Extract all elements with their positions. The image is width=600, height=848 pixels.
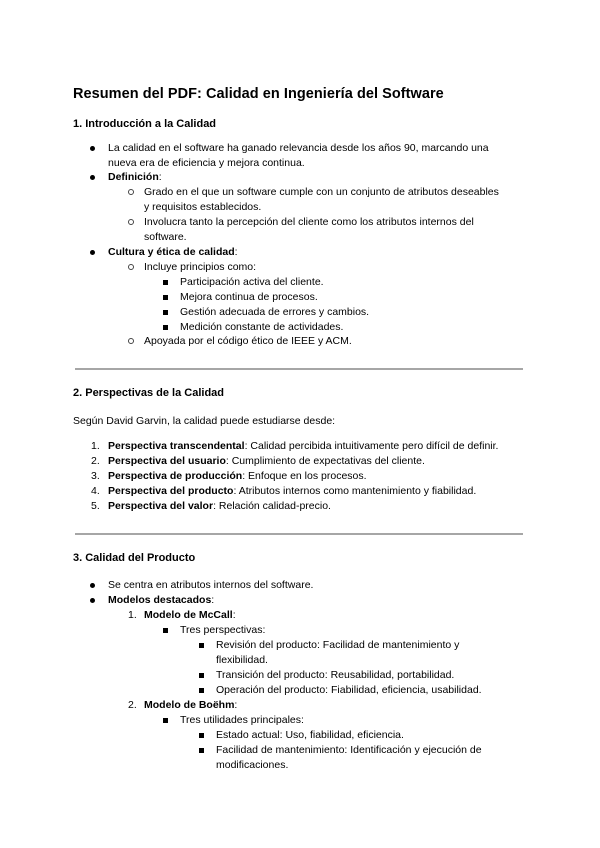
list-item: Perspectiva del valor: Relación calidad-precio. [108,500,331,512]
list-item: Incluye principios como: [144,261,257,273]
list-item: Operación del producto: Fiabilidad, eficiencia, usabilidad. [216,684,482,696]
horizontal-rule [75,533,523,535]
square-bullet-icon [199,683,204,698]
list-item-continuation: flexibilidad. [216,654,268,666]
list-item-modelos: Modelos destacados: [108,594,215,606]
list-item-cultura: Cultura y ética de calidad: [108,246,238,258]
square-bullet-icon [163,713,168,728]
bullet-icon [90,170,95,185]
square-bullet-icon [163,290,168,305]
list-item-continuation: software. [144,231,187,243]
definicion-label: Definición [108,171,159,183]
section-intro: Según David Garvin, la calidad puede estudiarse desde: [73,415,336,427]
list-item: Participación activa del cliente. [180,276,324,288]
list-number: 3. [91,470,100,482]
list-item: Transición del producto: Reusabilidad, portabilidad. [216,669,455,681]
square-bullet-icon [199,668,204,683]
square-bullet-icon [199,638,204,653]
bullet-icon [90,578,95,593]
list-item: Apoyada por el código ético de IEEE y ACM. [144,335,352,347]
list-item-definicion: Definición: [108,171,162,183]
list-item: Estado actual: Uso, fiabilidad, eficiencia. [216,729,404,741]
section-heading-3: 3. Calidad del Producto [73,552,196,564]
list-item: Se centra en atributos internos del software. [108,579,314,591]
list-number: 4. [91,485,100,497]
list-item: Grado en el que un software cumple con un conjunto de atributos deseables [144,186,499,198]
list-item: Gestión adecuada de errores y cambios. [180,306,370,318]
list-number: 2. [91,455,100,467]
list-item: Perspectiva transcendental: Calidad percibida intuitivamente pero difícil de definir. [108,440,499,452]
list-number: 5. [91,500,100,512]
square-bullet-icon [199,743,204,758]
list-item-mccall: Modelo de McCall: [144,609,236,621]
list-item-continuation: modificaciones. [216,759,289,771]
horizontal-rule [75,368,523,370]
list-item-continuation: nueva era de eficiencia y mejora continua. [108,157,305,169]
circle-bullet-icon [128,260,134,275]
section-heading-1: 1. Introducción a la Calidad [73,118,217,130]
square-bullet-icon [163,320,168,335]
list-item: Mejora continua de procesos. [180,291,318,303]
list-number: 1. [91,440,100,452]
list-item: Facilidad de mantenimiento: Identificación y ejecución de [216,744,482,756]
list-item: Perspectiva de producción: Enfoque en los procesos. [108,470,367,482]
circle-bullet-icon [128,334,134,349]
list-item: Perspectiva del usuario: Cumplimiento de expectativas del cliente. [108,455,425,467]
square-bullet-icon [199,728,204,743]
list-item: Revisión del producto: Facilidad de mantenimiento y [216,639,460,651]
cultura-label: Cultura y ética de calidad [108,246,235,258]
list-item-continuation: y requisitos establecidos. [144,201,262,213]
bullet-icon [90,245,95,260]
section-heading-2: 2. Perspectivas de la Calidad [73,387,225,399]
list-item: Tres utilidades principales: [180,714,304,726]
list-number: 2. [128,699,137,711]
list-item-boehm: Modelo de Boëhm: [144,699,238,711]
circle-bullet-icon [128,185,134,200]
square-bullet-icon [163,623,168,638]
list-item: La calidad en el software ha ganado relevancia desde los años 90, marcando una [108,142,489,154]
bullet-icon [90,141,95,156]
document-title: Resumen del PDF: Calidad en Ingeniería del Software [73,86,444,102]
list-item: Tres perspectivas: [180,624,266,636]
list-number: 1. [128,609,137,621]
list-item: Perspectiva del producto: Atributos internos como mantenimiento y fiabilidad. [108,485,477,497]
circle-bullet-icon [128,215,134,230]
square-bullet-icon [163,305,168,320]
bullet-icon [90,593,95,608]
square-bullet-icon [163,275,168,290]
list-item: Involucra tanto la percepción del cliente como los atributos internos del [144,216,474,228]
list-item: Medición constante de actividades. [180,321,344,333]
